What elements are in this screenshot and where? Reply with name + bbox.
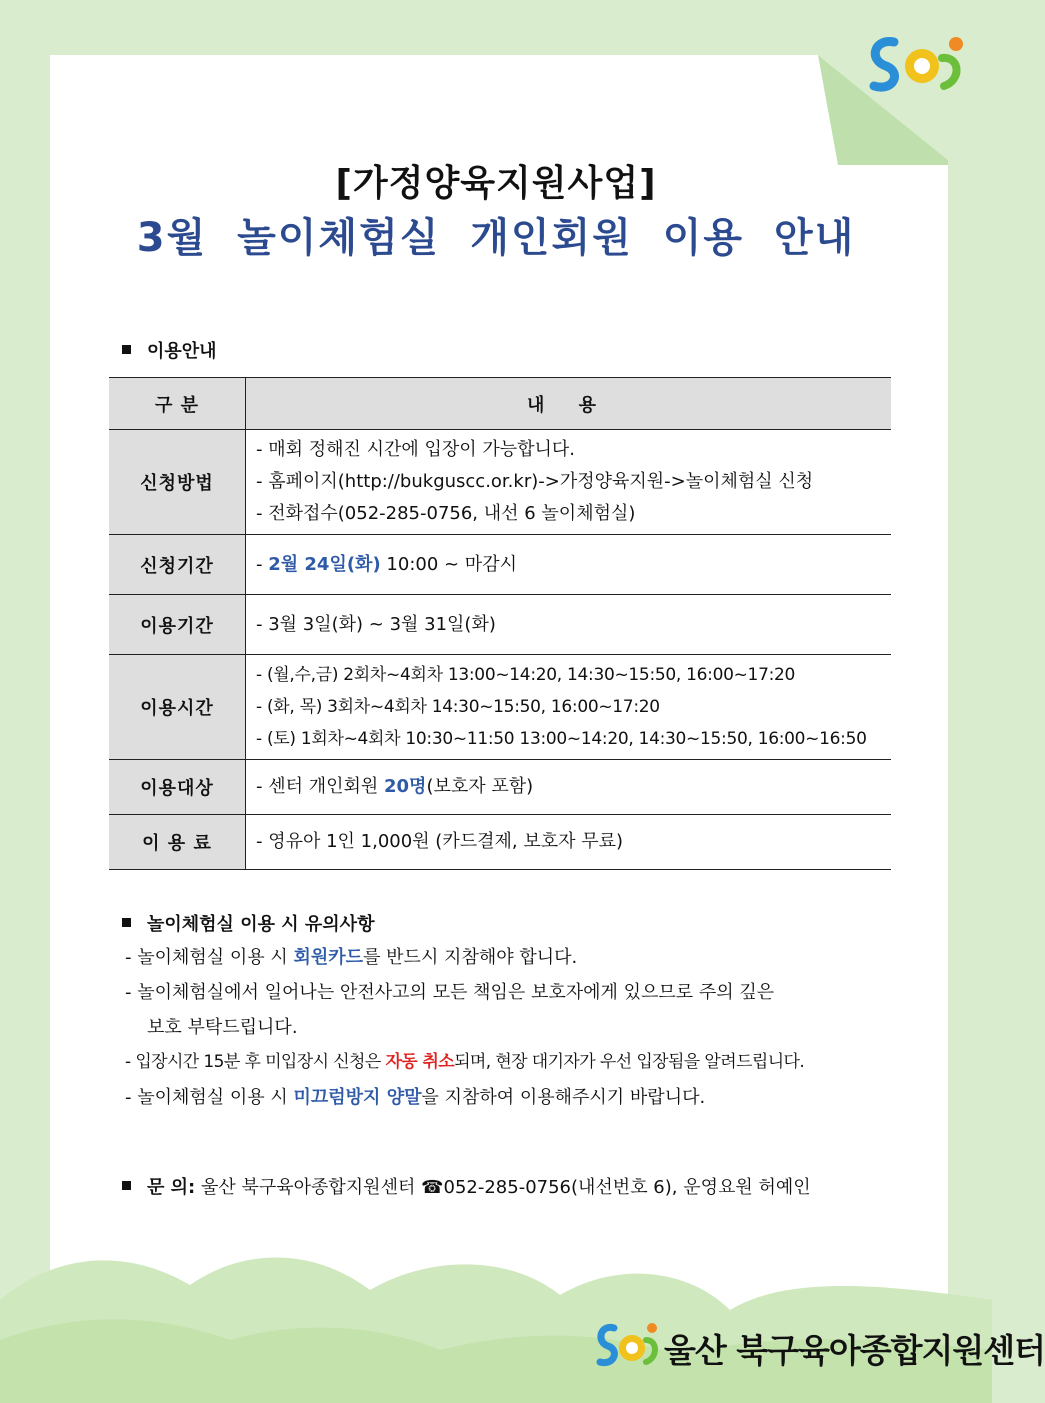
center-logo-icon xyxy=(864,30,974,102)
organization-name: 울산 북구육아종합지원센터 xyxy=(664,1331,1045,1370)
note-highlight: 자동 취소 xyxy=(385,1052,455,1072)
table-row xyxy=(109,815,891,870)
row-content xyxy=(246,535,892,595)
row-label: 신청기간 xyxy=(109,535,246,595)
bullet-square-icon xyxy=(122,918,131,927)
bullet-square-icon xyxy=(122,345,131,354)
note-text: - 놀이체험실 이용 시 xyxy=(125,947,294,968)
content-line: - 영유아 1인 1,000원 (카드결제, 보호자 무료) xyxy=(256,831,624,852)
row-content xyxy=(246,430,892,535)
row-content xyxy=(246,655,892,760)
list-item xyxy=(125,1080,804,1115)
content-line: - 홈페이지(http://bukguscc.or.kr)->가정양육지원->놀이체험실 신청 xyxy=(256,471,814,492)
list-item-continuation: 보호 부탁드립니다. xyxy=(147,1017,298,1038)
content-line: - (월,수,금) 2회차~4회차 13:00~14:20, 14:30~15:50, 16:00~17:20 xyxy=(256,665,796,685)
section-heading: 놀이체험실 이용 시 유의사항 xyxy=(147,914,375,935)
column-header-category: 구 분 xyxy=(109,378,246,430)
column-header-content: 내 용 xyxy=(246,378,892,430)
note-text: 을 지참하여 이용해주시기 바랍니다. xyxy=(421,1087,706,1108)
note-highlight: 미끄럼방지 양말 xyxy=(293,1087,422,1108)
row-content xyxy=(246,815,892,870)
content-line: - (토) 1회차~4회차 10:30~11:50 13:00~14:20, 14:30~15:50, 16:00~16:50 xyxy=(256,729,867,749)
table-row xyxy=(109,595,891,655)
section-heading: 이용안내 xyxy=(147,341,217,362)
bullet-square-icon xyxy=(122,1181,131,1190)
row-label: 신청방법 xyxy=(109,430,246,535)
content-suffix: 10:00 ~ 마감시 xyxy=(380,553,517,575)
center-logo-icon xyxy=(594,1318,660,1376)
content-line: - (화, 목) 3회차~4회차 14:30~15:50, 16:00~17:20 xyxy=(256,697,660,717)
list-item xyxy=(125,940,804,975)
contact-label: 문 의: xyxy=(147,1177,196,1198)
section-usage-info xyxy=(122,337,217,363)
title-category: [가정양육지원사업] xyxy=(335,163,657,204)
contact-text: 울산 북구육아종합지원센터 ☎052-285-0756(내선번호 6), 운영요원 허예인 xyxy=(195,1177,811,1198)
content-prefix: - 센터 개인회원 xyxy=(256,776,384,797)
row-label: 이 용 료 xyxy=(109,815,246,870)
row-label: 이용기간 xyxy=(109,595,246,655)
note-text: - 놀이체험실 이용 시 xyxy=(125,1087,294,1108)
highlight-date: 2월 24일(화) xyxy=(268,553,381,575)
content-suffix: (보호자 포함) xyxy=(426,776,534,797)
highlight-count: 20명 xyxy=(384,776,427,797)
row-label: 이용시간 xyxy=(109,655,246,760)
table-row xyxy=(109,535,891,595)
table-row xyxy=(109,430,891,535)
note-text: 를 반드시 지참해야 합니다. xyxy=(363,947,578,968)
list-item xyxy=(125,1045,804,1080)
table-row xyxy=(109,760,891,815)
contact-info xyxy=(122,1173,811,1199)
precautions-list xyxy=(125,940,804,1115)
note-text: 되며, 현장 대기자가 우선 입장됨을 알려드립니다. xyxy=(454,1052,805,1072)
row-content xyxy=(246,760,892,815)
content-line: - 전화접수(052-285-0756, 내선 6 놀이체험실) xyxy=(256,503,636,524)
row-label: 이용대상 xyxy=(109,760,246,815)
list-item: - 놀이체험실에서 일어나는 안전사고의 모든 책임은 보호자에게 있으므로 주의 깊은 xyxy=(125,982,775,1003)
content-line: - 매회 정해진 시간에 입장이 가능합니다. xyxy=(256,439,576,460)
table-row xyxy=(109,655,891,760)
row-content xyxy=(246,595,892,655)
title-main: 3월 놀이체험실 개인회원 이용 안내 xyxy=(136,215,856,261)
note-highlight: 회원카드 xyxy=(293,947,364,968)
table-header-row xyxy=(109,378,891,430)
info-table xyxy=(109,377,891,870)
content-line: - 3월 3일(화) ~ 3월 31일(화) xyxy=(256,613,496,635)
note-text: - 입장시간 15분 후 미입장시 신청은 xyxy=(125,1052,386,1072)
section-precautions xyxy=(122,910,374,936)
content-prefix: - xyxy=(256,553,269,575)
hills-decoration xyxy=(0,1230,992,1403)
